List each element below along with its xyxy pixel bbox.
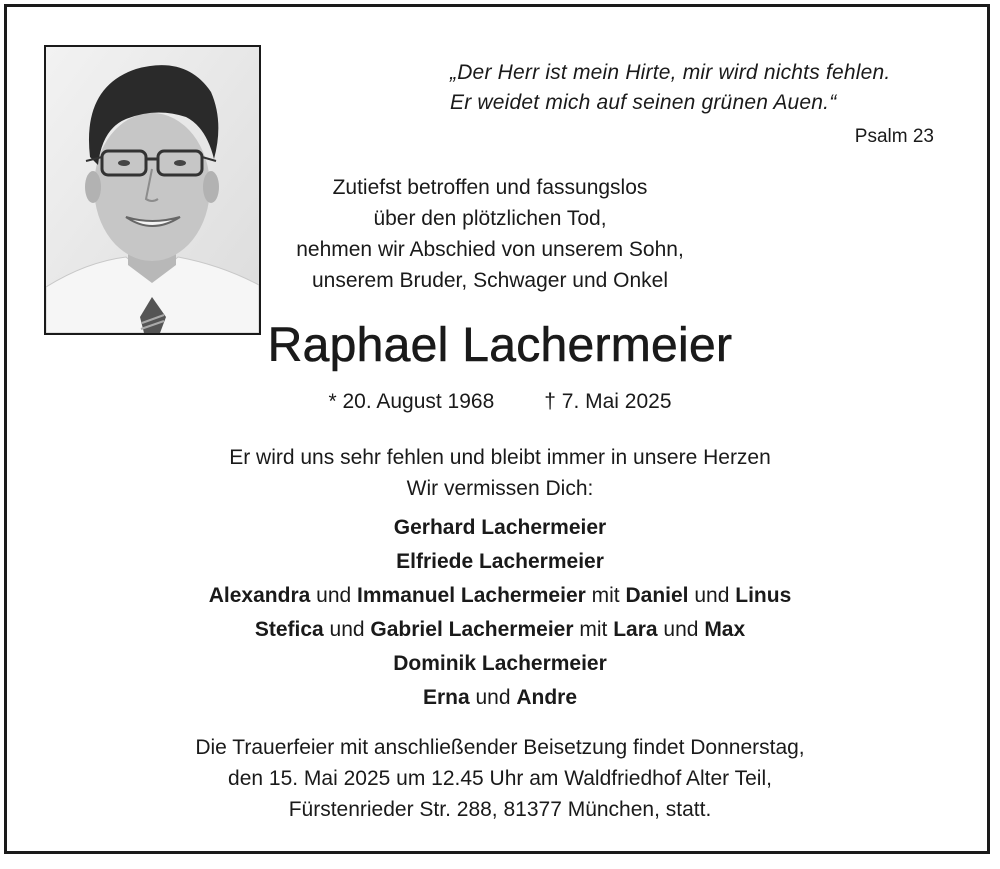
portrait-photo	[44, 45, 261, 335]
mourner-name: Elfriede Lachermeier	[396, 550, 604, 573]
life-dates	[0, 390, 1000, 414]
connector-text: und	[329, 618, 365, 641]
intro-line: nehmen wir Abschied von unserem Sohn,	[296, 238, 684, 261]
mourner-row	[0, 511, 1000, 545]
mourner-name: Alexandra	[208, 584, 311, 607]
farewell-line: Wir vermissen Dich:	[406, 477, 594, 500]
mourner-name: Lara	[613, 618, 658, 641]
quote-line: Er weidet mich auf seinen grünen Auen.“	[450, 91, 837, 114]
mourner-name: Gerhard Lachermeier	[393, 516, 607, 539]
mourner-row	[0, 613, 1000, 647]
mourner-row	[0, 579, 1000, 613]
funeral-line: den 15. Mai 2025 um 12.45 Uhr am Waldfriedhof Alter Teil,	[228, 767, 772, 790]
mourners-list	[0, 511, 1000, 715]
mourner-row	[0, 681, 1000, 715]
mourner-row	[0, 545, 1000, 579]
bible-quote	[450, 58, 950, 118]
quote-line: „Der Herr ist mein Hirte, mir wird nichts fehlen.	[450, 61, 891, 84]
funeral-line: Die Trauerfeier mit anschließender Beisetzung findet Donnerstag,	[195, 736, 805, 759]
mourner-name: Daniel	[625, 584, 689, 607]
connector-text: und	[694, 584, 730, 607]
death-date: † 7. Mai 2025	[544, 390, 672, 413]
mourner-name: Max	[704, 618, 746, 641]
mourner-name: Linus	[735, 584, 792, 607]
mourner-name: Immanuel Lachermeier	[357, 584, 586, 607]
birth-date: * 20. August 1968	[328, 390, 495, 413]
intro-line: über den plötzlichen Tod,	[373, 207, 607, 230]
farewell-line: Er wird uns sehr fehlen und bleibt immer in unsere Herzen	[229, 446, 771, 469]
mourner-name: Stefica	[254, 618, 324, 641]
funeral-line: Fürstenrieder Str. 288, 81377 München, statt.	[288, 798, 712, 821]
quote-source: Psalm 23	[854, 126, 934, 147]
connector-text: mit	[579, 618, 608, 641]
farewell-text	[0, 442, 1000, 504]
connector-text: mit	[591, 584, 620, 607]
mourner-name: Gabriel Lachermeier	[370, 618, 574, 641]
connector-text: und	[663, 618, 699, 641]
intro-line: unserem Bruder, Schwager und Onkel	[311, 269, 669, 292]
mourner-name: Dominik Lachermeier	[393, 652, 607, 675]
funeral-details	[0, 732, 1000, 825]
intro-line: Zutiefst betroffen und fassungslos	[332, 176, 648, 199]
connector-text: und	[316, 584, 352, 607]
mourner-name: Erna	[422, 686, 470, 709]
mourner-name: Andre	[516, 686, 578, 709]
connector-text: und	[475, 686, 511, 709]
mourner-row	[0, 647, 1000, 681]
deceased-name: Raphael Lachermeier	[267, 319, 733, 372]
intro-text	[260, 172, 720, 296]
